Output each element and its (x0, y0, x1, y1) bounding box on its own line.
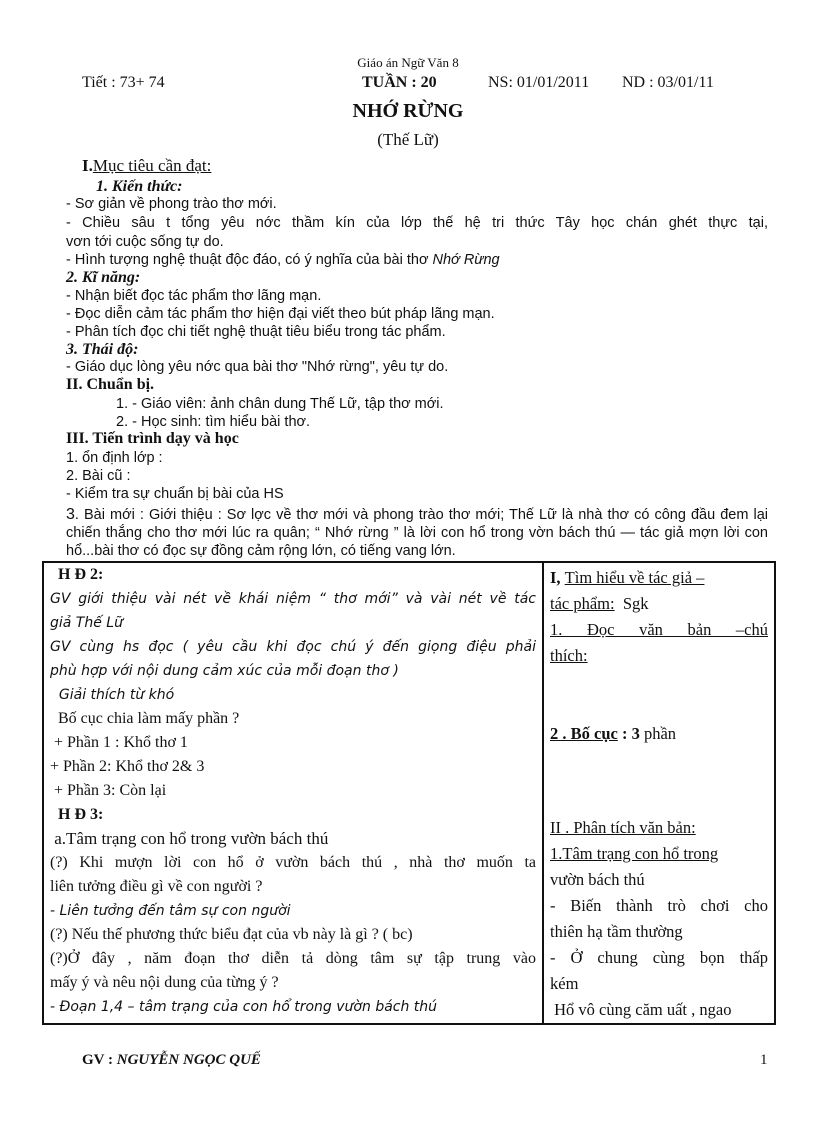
right-r4: II . Phân tích văn bản: (550, 818, 696, 837)
step-1: 1. ổn định lớp : (66, 450, 163, 466)
attitude-line: - Giáo dục lòng yêu nớc qua bài thơ "Nhớ rừng", yêu tự do. (66, 359, 449, 375)
teacher-credit (82, 1052, 261, 1069)
table-row: H Đ 2: (58, 566, 104, 583)
r3-label: 2 . Bố cục (550, 724, 618, 743)
r3-colon: : (617, 724, 632, 743)
table-row: a.Tâm trạng con hổ trong vườn bách thú (50, 829, 329, 848)
right-r1b (550, 591, 768, 617)
knowledge-line-3: vơn tới cuộc sống tự do. (66, 234, 224, 250)
teacher-name: NGUYỄN NGỌC QUẾ (116, 1052, 261, 1068)
section1-number: I. (82, 156, 93, 175)
period: Tiết : 73+ 74 (82, 74, 165, 91)
table-row: phù hợp với nội dung cảm xúc của mỗi đoạn thơ ) (50, 663, 399, 679)
table-row: GV cùng hs đọc ( yêu cầu khi đọc chú ý đến giọng điệu phải (50, 639, 536, 655)
table-row: liên tưởng điều gì về con người ? (50, 878, 263, 895)
section1-heading (82, 156, 211, 176)
table-row: + Phần 3: Còn lại (50, 782, 167, 799)
step-2: 2. Bài cũ : (66, 468, 131, 484)
table-row: giả Thế Lữ (50, 615, 123, 631)
page-title: NHỚ RỪNG (352, 100, 464, 122)
content-column (543, 562, 775, 1024)
table-row: Bố cục chia làm mấy phần ? (50, 710, 240, 727)
right-r8: Hổ vô cùng căm uất , ngao (550, 1000, 732, 1019)
attitude-heading: 3. Thái độ: (66, 341, 139, 358)
nd-date: ND : 03/01/11 (622, 74, 714, 91)
table-row: + Phần 1 : Khổ thơ 1 (50, 734, 188, 751)
table-row: - Đoạn 1,4 – tâm trạng của con hổ trong vườn bách thú (50, 999, 438, 1015)
knowledge-line-2: - Chiều sâu t tổng yêu nớc thầm kín của lớp thế hệ tri thức Tây học chán ghét thực tại, (66, 215, 768, 231)
right-r2a: 1. Đọc văn bản –chú (550, 620, 768, 639)
r1-title-b: tác phẩm: (550, 594, 615, 613)
prep-teacher: 1. - Giáo viên: ảnh chân dung Thế Lữ, tập thơ mới. (116, 396, 444, 412)
ns-date: NS: 01/01/2011 (488, 74, 590, 91)
right-r7b: kém (550, 974, 579, 993)
skills-line-1: - Nhận biết đọc tác phẩm thơ lãng mạn. (66, 288, 322, 304)
prep-student: 2. - Học sinh: tìm hiểu bài thơ. (116, 414, 311, 430)
top-note: Giáo án Ngữ Văn 8 (357, 55, 459, 70)
section1-title: Mục tiêu cần đạt: (92, 156, 212, 175)
r1-sgk: Sgk (614, 594, 649, 613)
right-r5a: 1.Tâm trạng con hổ trong (550, 844, 719, 863)
poem-title-ref: Nhớ Rừng (432, 252, 500, 268)
teacher-label: GV : (82, 1052, 117, 1068)
knowledge-line-4 (66, 252, 500, 268)
skills-line-3: - Phân tích đọc chi tiết nghệ thuật tiêu biểu trong tác phẩm. (66, 324, 446, 340)
table-row: GV giới thiệu vài nét về khái niệm “ thơ mới” và vài nét về tác (50, 591, 536, 607)
r1-title-a: Tìm hiểu về tác giả – (564, 568, 705, 587)
table-row: Giải thích từ khó (50, 687, 175, 703)
intro-text: . Bài mới : Giới thiệu : Sơ lợc về thơ mới và phong trào thơ mới; Thế Lữ là nhà thơ có công đầu đem lại chiến thắng cho thơ mới lúc ra quân; “ Nhớ rừng ” là lời con hổ trong vờn bách thú — tác giả mợn lời con hổ...bài thơ có đọc sự đồng cảm rộng lớn, có tiếng vang lớn. (66, 507, 768, 559)
right-r6b: thiên hạ tầm thường (550, 922, 683, 941)
table-row: + Phần 2: Khổ thơ 2& 3 (50, 758, 205, 775)
right-r3 (550, 721, 768, 747)
table-row: mấy ý và nêu nội dung của từng ý ? (50, 974, 279, 991)
page-number: 1 (760, 1052, 768, 1068)
knowledge-heading: 1. Kiến thức: (96, 178, 183, 195)
right-r5b: vườn bách thú (550, 870, 645, 889)
table-row: (?) Nếu thế phương thức biểu đạt của vb này là gì ? ( bc) (50, 926, 413, 943)
intro-number: 3 (66, 506, 75, 523)
skills-line-2: - Đọc diễn cảm tác phẩm thơ hiện đại viết theo bút pháp lãng mạn. (66, 306, 495, 322)
knowledge-line-4-text: - Hình tượng nghệ thuật độc đáo, có ý nghĩa của bài thơ (66, 252, 433, 268)
table-row: (?) Khi mượn lời con hổ ở vườn bách thú , nhà thơ muốn ta (50, 854, 536, 871)
author: (Thế Lữ) (377, 130, 439, 149)
r1-num: I, (550, 568, 565, 587)
section3-heading: III. Tiến trình dạy và học (66, 430, 239, 447)
right-r2b: thích: (550, 646, 588, 665)
right-r6a: - Biến thành trò chơi cho (550, 896, 768, 915)
activity-column (43, 562, 543, 1024)
right-r1 (550, 565, 768, 591)
table-row: (?)Ở đây , năm đoạn thơ diễn tả dòng tâm sự tập trung vào (50, 950, 536, 967)
table-row: H Đ 3: (50, 806, 104, 823)
lesson-table (42, 561, 776, 1025)
step-2-detail: - Kiểm tra sự chuẩn bị bài của HS (66, 486, 284, 502)
r3-value: 3 (631, 724, 640, 743)
right-r7a: - Ở chung cùng bọn thấp (550, 948, 768, 967)
r3-rest: phần (639, 724, 677, 743)
skills-heading: 2. Kĩ năng: (66, 269, 141, 286)
new-lesson-intro (66, 506, 768, 560)
section2-heading: II. Chuẩn bị. (66, 376, 155, 393)
table-row: - Liên tưởng đến tâm sự con người (50, 903, 291, 919)
week: TUẦN : 20 (362, 74, 437, 91)
knowledge-line-1: - Sơ giản về phong trào thơ mới. (66, 196, 277, 212)
